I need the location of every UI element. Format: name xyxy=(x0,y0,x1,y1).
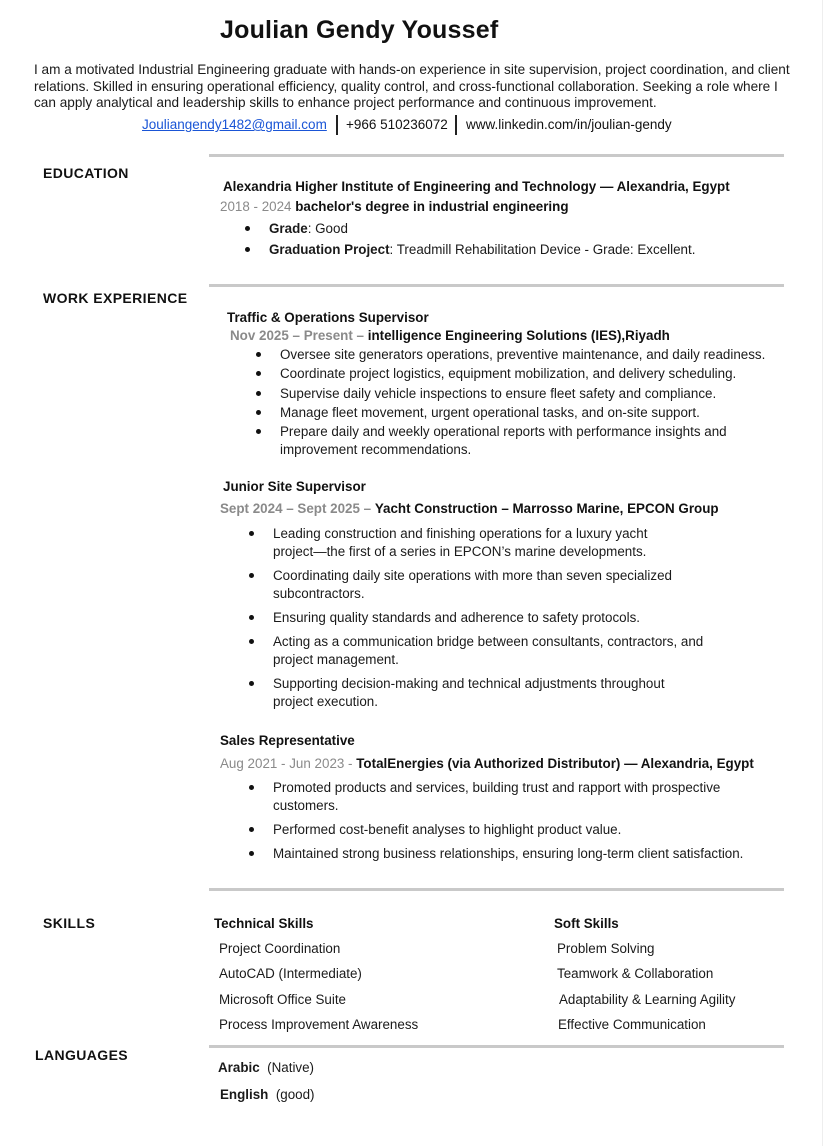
skills-heading: SKILLS xyxy=(43,915,96,931)
email-link[interactable]: Jouliangendy1482@gmail.com xyxy=(142,117,327,132)
technical-skill: Process Improvement Awareness xyxy=(219,1017,419,1032)
section-divider xyxy=(209,1045,784,1048)
job-meta xyxy=(220,756,754,771)
language-level: (good) xyxy=(275,1087,315,1102)
bullet xyxy=(249,531,254,536)
job-bullet: Promoted products and services, building trust and rapport with prospective xyxy=(273,780,721,795)
job-bullet-continued: subcontractors. xyxy=(273,586,365,601)
job-company: Yacht Construction – Marrosso Marine, EPCON Group xyxy=(374,501,719,516)
job-dates: Nov 2025 – Present – xyxy=(230,328,364,343)
bullet xyxy=(249,615,254,620)
job-bullet: Supporting decision-making and technical adjustments throughout xyxy=(273,676,665,691)
job-bullet: Supervise daily vehicle inspections to ensure fleet safety and compliance. xyxy=(280,386,717,401)
soft-skill: Effective Communication xyxy=(558,1017,706,1032)
job-bullet: Leading construction and finishing operations for a luxury yacht xyxy=(273,526,648,541)
bullet xyxy=(256,391,261,396)
job-bullet-continued: project—the first of a series in EPCON’s marine developments. xyxy=(273,544,647,559)
job-bullet: Performed cost-benefit analyses to highlight product value. xyxy=(273,822,622,837)
languages-heading: LANGUAGES xyxy=(35,1047,129,1063)
work-experience-heading: WORK EXPERIENCE xyxy=(43,290,188,306)
job-company: intelligence Engineering Solutions (IES),Riyadh xyxy=(367,328,670,343)
language-name: English xyxy=(220,1087,269,1102)
contact-divider xyxy=(336,115,338,135)
job-meta xyxy=(230,328,670,343)
education-line xyxy=(220,199,569,214)
linkedin-url[interactable]: www.linkedin.com/in/joulian-gendy xyxy=(466,117,672,132)
education-grade: Grade: Good xyxy=(269,221,348,236)
bullet xyxy=(245,226,250,231)
job-bullet: Coordinating daily site operations with more than seven specialized xyxy=(273,568,672,583)
contact-divider xyxy=(455,115,457,135)
job-bullet-continued: project execution. xyxy=(273,694,378,709)
section-divider xyxy=(209,888,784,891)
job-dates: Aug 2021 - Jun 2023 - xyxy=(220,756,353,771)
degree-name: bachelor's degree in industrial engineering xyxy=(295,199,569,214)
technical-skill: Project Coordination xyxy=(219,941,341,956)
institution-name: Alexandria Higher Institute of Engineering and Technology — Alexandria, Egypt xyxy=(223,179,730,194)
job-bullet: Maintained strong business relationships, ensuring long-term client satisfaction. xyxy=(273,846,744,861)
graduation-project: Graduation Project: Treadmill Rehabilitation Device - Grade: Excellent. xyxy=(269,242,696,257)
job-bullet: Oversee site generators operations, preventive maintenance, and daily readiness. xyxy=(280,347,766,362)
language-item xyxy=(218,1060,314,1075)
bullet xyxy=(249,639,254,644)
technical-skill: Microsoft Office Suite xyxy=(219,992,347,1007)
soft-skill: Adaptability & Learning Agility xyxy=(559,992,736,1007)
phone-number: +966 510236072 xyxy=(346,117,448,132)
technical-skills-heading: Technical Skills xyxy=(214,916,314,931)
profile-summary: I am a motivated Industrial Engineering graduate with hands-on experience in site supervision, project coordination, and client relations. Skilled in ensuring operational efficiency, quality control, and cross-functional collaboration. Seeking a role where I can apply analytical and leadership skills to enhance project performance and continuous improvement. xyxy=(34,62,790,110)
soft-skill: Problem Solving xyxy=(557,941,655,956)
job-title: Sales Representative xyxy=(220,733,355,748)
language-name: Arabic xyxy=(218,1060,260,1075)
bullet xyxy=(256,429,261,434)
job-title: Traffic & Operations Supervisor xyxy=(227,310,429,325)
job-bullet: Manage fleet movement, urgent operational tasks, and on-site support. xyxy=(280,405,700,420)
bullet xyxy=(249,785,254,790)
bullet xyxy=(256,352,261,357)
bullet xyxy=(249,681,254,686)
language-level: (Native) xyxy=(267,1060,315,1075)
job-bullet: Coordinate project logistics, equipment mobilization, and delivery scheduling. xyxy=(280,366,737,381)
bullet xyxy=(249,827,254,832)
candidate-name: Joulian Gendy Youssef xyxy=(220,16,499,44)
job-company: TotalEnergies (via Authorized Distributor) — Alexandria, Egypt xyxy=(356,756,754,771)
education-dates: 2018 - 2024 xyxy=(220,199,292,214)
job-bullet: Ensuring quality standards and adherence to safety protocols. xyxy=(273,610,640,625)
education-heading: EDUCATION xyxy=(43,165,129,181)
soft-skill: Teamwork & Collaboration xyxy=(557,966,714,981)
job-bullet-continued: customers. xyxy=(273,798,339,813)
language-item xyxy=(220,1087,315,1102)
bullet xyxy=(249,573,254,578)
job-bullet: Acting as a communication bridge between consultants, contractors, and xyxy=(273,634,704,649)
soft-skills-heading: Soft Skills xyxy=(554,916,619,931)
job-bullet: Prepare daily and weekly operational reports with performance insights and xyxy=(280,424,727,439)
job-dates: Sept 2024 – Sept 2025 – xyxy=(220,501,372,516)
job-title: Junior Site Supervisor xyxy=(223,479,366,494)
job-bullet-continued: improvement recommendations. xyxy=(280,442,472,457)
bullet xyxy=(245,247,250,252)
section-divider xyxy=(209,284,784,287)
bullet xyxy=(256,371,261,376)
job-meta xyxy=(220,501,719,516)
bullet xyxy=(249,851,254,856)
job-bullet-continued: project management. xyxy=(273,652,399,667)
technical-skill: AutoCAD (Intermediate) xyxy=(219,966,362,981)
bullet xyxy=(256,410,261,415)
section-divider xyxy=(209,154,784,157)
